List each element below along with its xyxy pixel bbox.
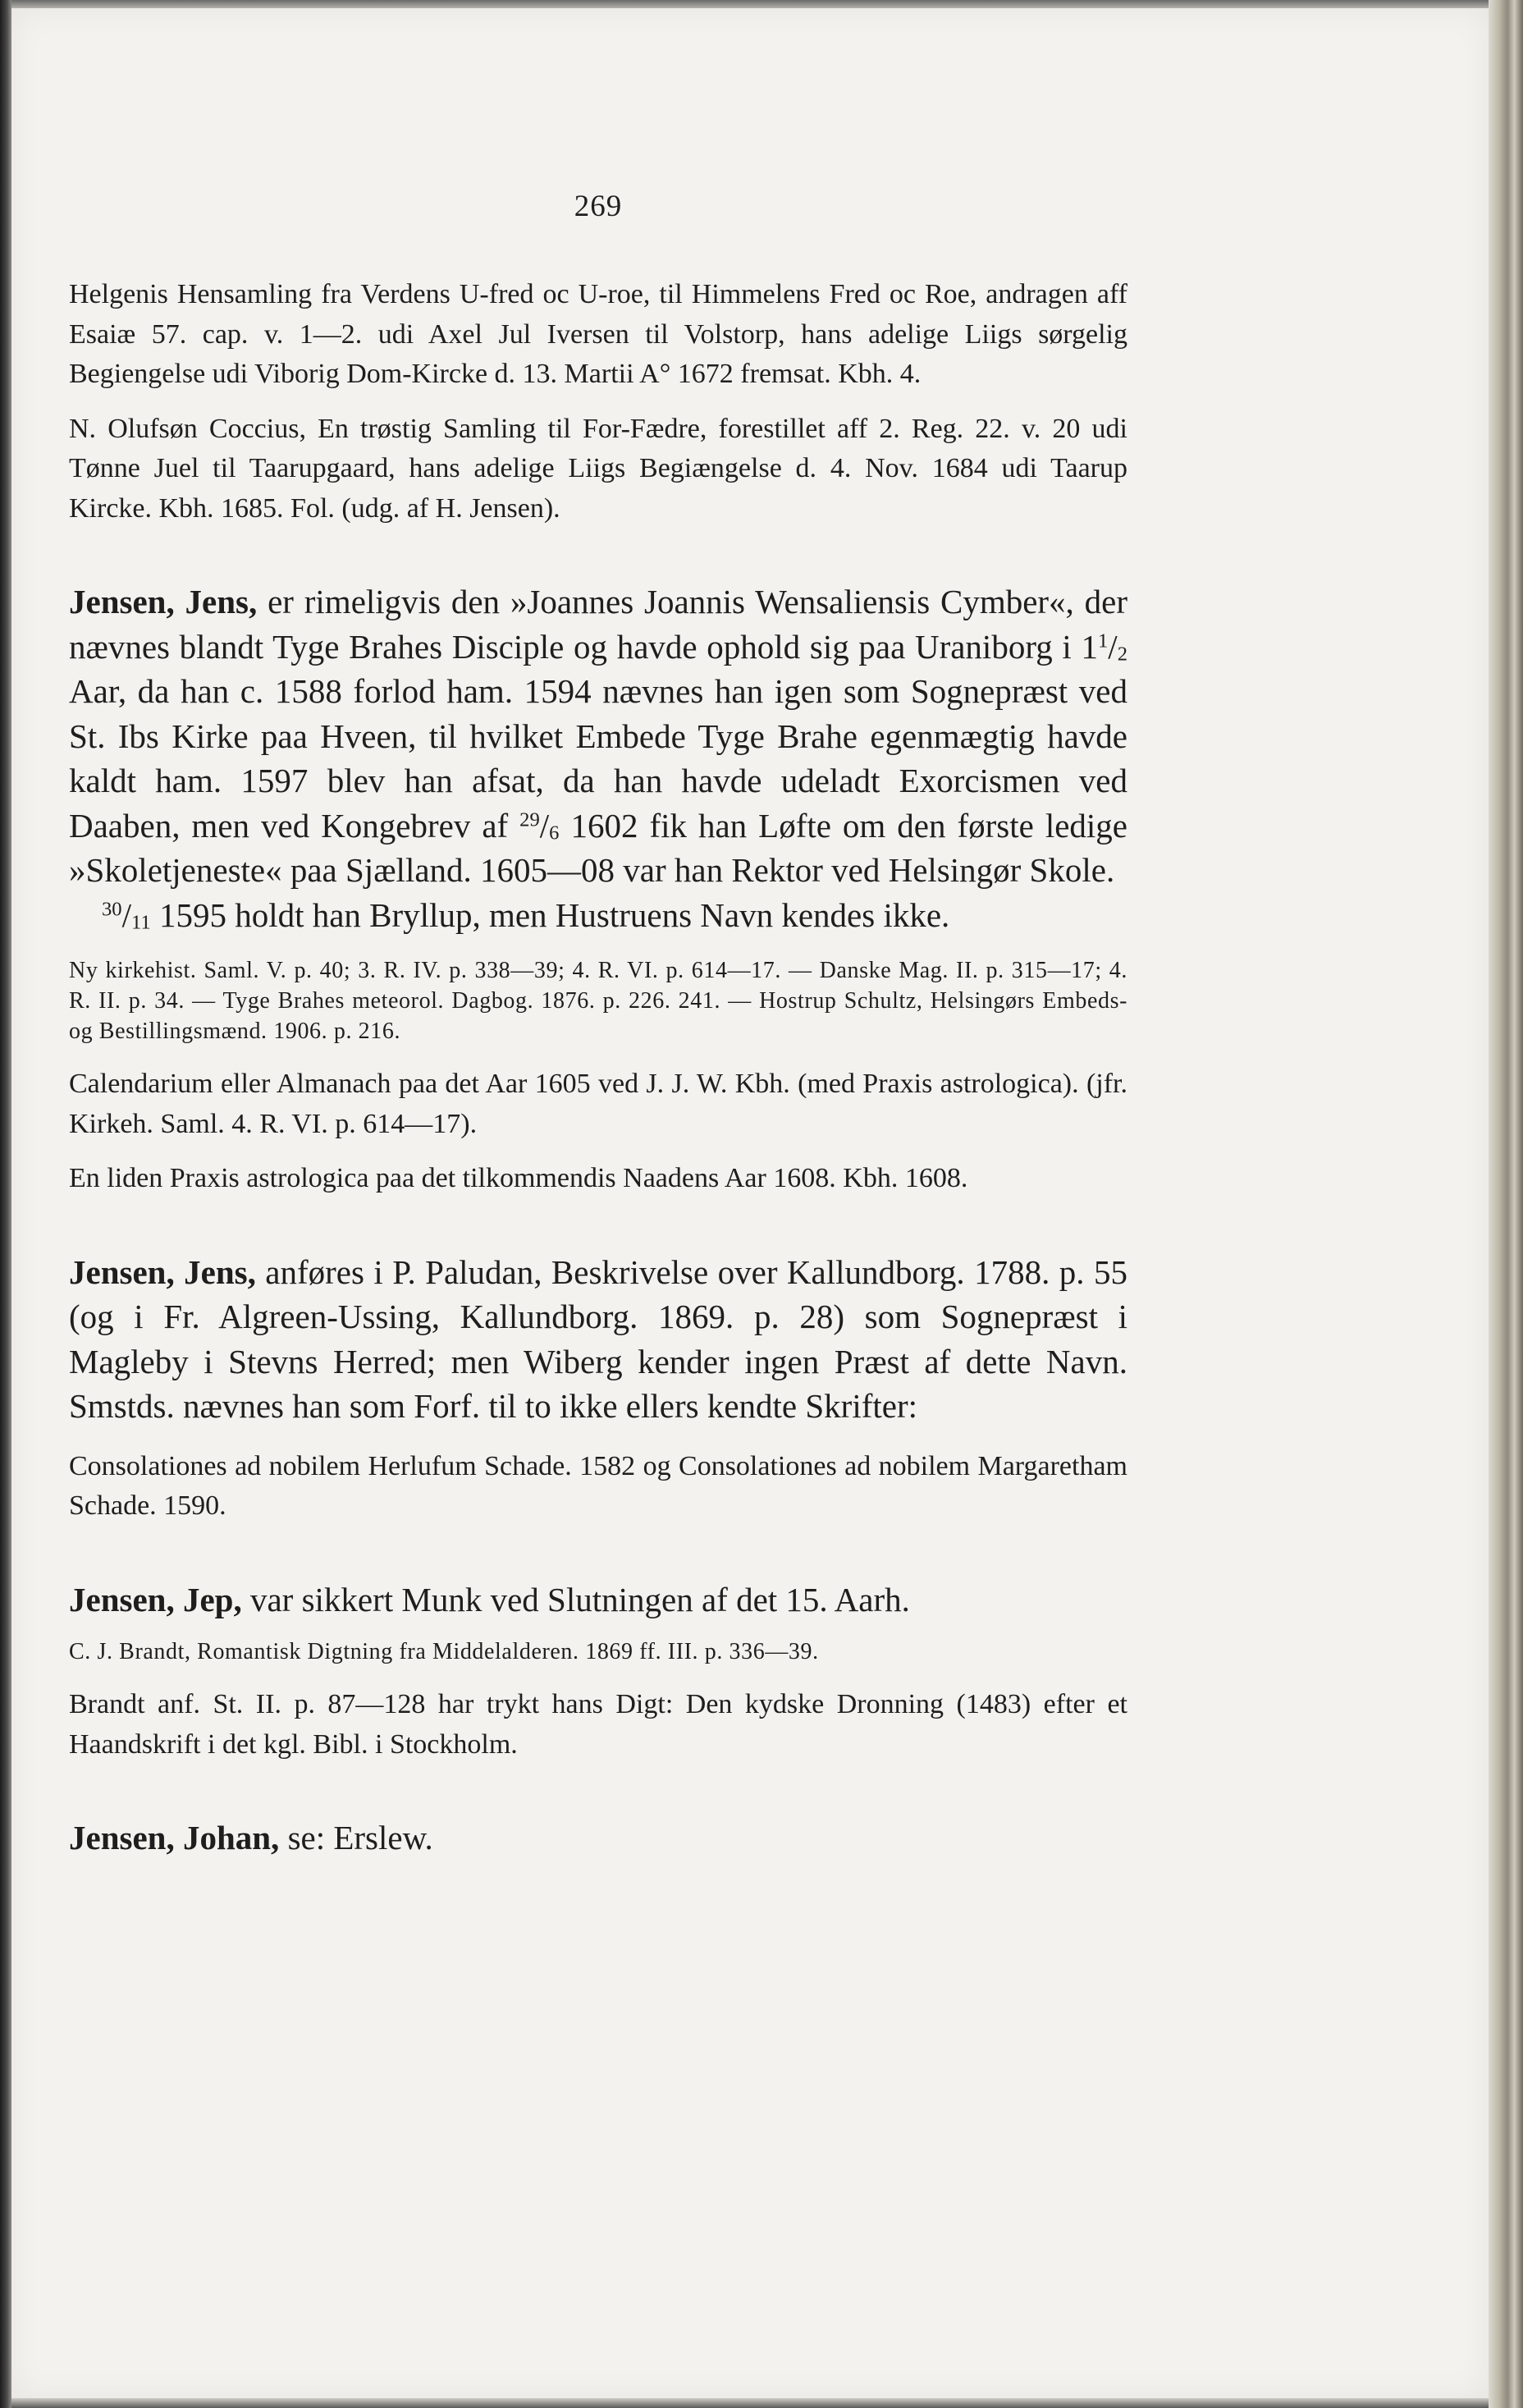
entry-paragraph xyxy=(69,893,1127,938)
entry-text: Aar, da han c. 1588 forlod ham. 1594 nævnes han igen som Sognepræst ved St. Ibs Kirke paa Hveen, til hvilket Embede Tyge Brahe egenmægtig havde kaldt ham. 1597 blev han afsat, da han havde udeladt Exorcismen ved Daaben, men ved Kongebrev af xyxy=(69,672,1127,845)
date-fraction: $^{29}/_6$ xyxy=(519,806,560,845)
entry-jensen-jens-1 xyxy=(69,579,1127,893)
entry-jensen-johan xyxy=(69,1815,1127,1861)
entry-heading: Jensen, Johan, xyxy=(69,1819,280,1856)
work-citation: Consolationes ad nobilem Herlufum Schade. 1582 og Consolationes ad nobilem Margaretham Schade. 1590. xyxy=(69,1450,1127,1521)
entry-text: var sikkert Munk ved Slutningen af det 15. Aarh. xyxy=(241,1580,910,1618)
work-citation: En liden Praxis astrologica paa det tilkommendis Naadens Aar 1608. Kbh. 1608. xyxy=(69,1163,968,1193)
entry-text: anføres i P. Paludan, Beskrivelse over Kallundborg. 1788. p. 55 (og i Fr. Algreen-Ussing, Kallundborg. 1869. p. 28) som Sognepræst i Magleby i Stevns Herred; men Wiberg kender ingen Præst af dette Navn. Smstds. nævnes han som Forf. til to ikke ellers kendte Skrifter: xyxy=(69,1252,1127,1425)
work-citation: Calendarium eller Almanach paa det Aar 1605 ved J. J. W. Kbh. (med Praxis astrologica). (jfr. Kirkeh. Saml. 4. R. VI. p. 614—17). xyxy=(69,1069,1127,1139)
fraction: $1^1/_2$ xyxy=(1081,627,1127,666)
entry-jensen-jens-2 xyxy=(69,1250,1127,1429)
entry-text: 1595 holdt han Bryllup, men Hustruens Navn kendes ikke. xyxy=(150,895,950,934)
entry-text: se: Erslew. xyxy=(279,1819,433,1856)
references: Ny kirkehist. Saml. V. p. 40; 3. R. IV. p. 338—39; 4. R. VI. p. 614—17. — Danske Mag. II. p. 315—17; 4. R. II. p. 34. — Tyge Brahes meteorol. Dagbog. 1876. p. 226. 241. — Hostrup Schultz, Helsingørs Embeds- og Bestillingsmænd. 1906. p. 216. xyxy=(69,958,1127,1044)
entry-text: er rimeligvis den »Joannes Joannis Wensaliensis Cymber«, der nævnes blandt Tyge Brahes Disciple og havde ophold sig paa Uraniborg i xyxy=(69,583,1127,666)
book-spine-shadow xyxy=(0,0,11,2408)
scan-bottom-edge xyxy=(11,2398,1489,2408)
entry-jensen-jep xyxy=(69,1577,1127,1623)
work-citation: N. Olufsøn Coccius, En trøstig Samling til For-Fædre, forestillet aff 2. Reg. 22. v. 20 udi Tønne Juel til Taarupgaard, hans adelige Liigs Begiængelse d. 4. Nov. 1684 udi Taarup Kircke. Kbh. 1685. Fol. (udg. af H. Jensen). xyxy=(69,413,1127,524)
page-number: 269 xyxy=(574,190,623,223)
entry-heading: Jensen, Jens, xyxy=(69,583,258,620)
entry-heading: Jensen, Jens, xyxy=(69,1252,256,1291)
entry-heading: Jensen, Jep, xyxy=(69,1580,242,1618)
work-citation: Helgenis Hensamling fra Verdens U-fred oc U-roe, til Himmelens Fred oc Roe, andragen aff Esaiæ 57. cap. v. 1—2. udi Axel Jul Iversen til Volstorp, hans adelige Liigs sørgelig Begiengelse udi Viborig Dom-Kircke d. 13. Martii A° 1672 fremsat. Kbh. 4. xyxy=(69,279,1127,389)
references: C. J. Brandt, Romantisk Digtning fra Middelalderen. 1869 ff. III. p. 336—39. xyxy=(69,1639,819,1664)
work-citation: Brandt anf. St. II. p. 87—128 har trykt hans Digt: Den kydske Dronning (1483) efter et Haandskrift i det kgl. Bibl. i Stockholm. xyxy=(69,1689,1127,1760)
page-content xyxy=(69,189,1127,1861)
date-fraction: $^{30}/_{11}$ xyxy=(102,895,151,934)
entry-text: 1602 fik han Løfte om den første ledige »Skoletjeneste« paa Sjælland. 1605—08 var han Rektor ved Helsingør Skole. xyxy=(69,806,1127,889)
page-stack-edge xyxy=(1489,0,1523,2408)
